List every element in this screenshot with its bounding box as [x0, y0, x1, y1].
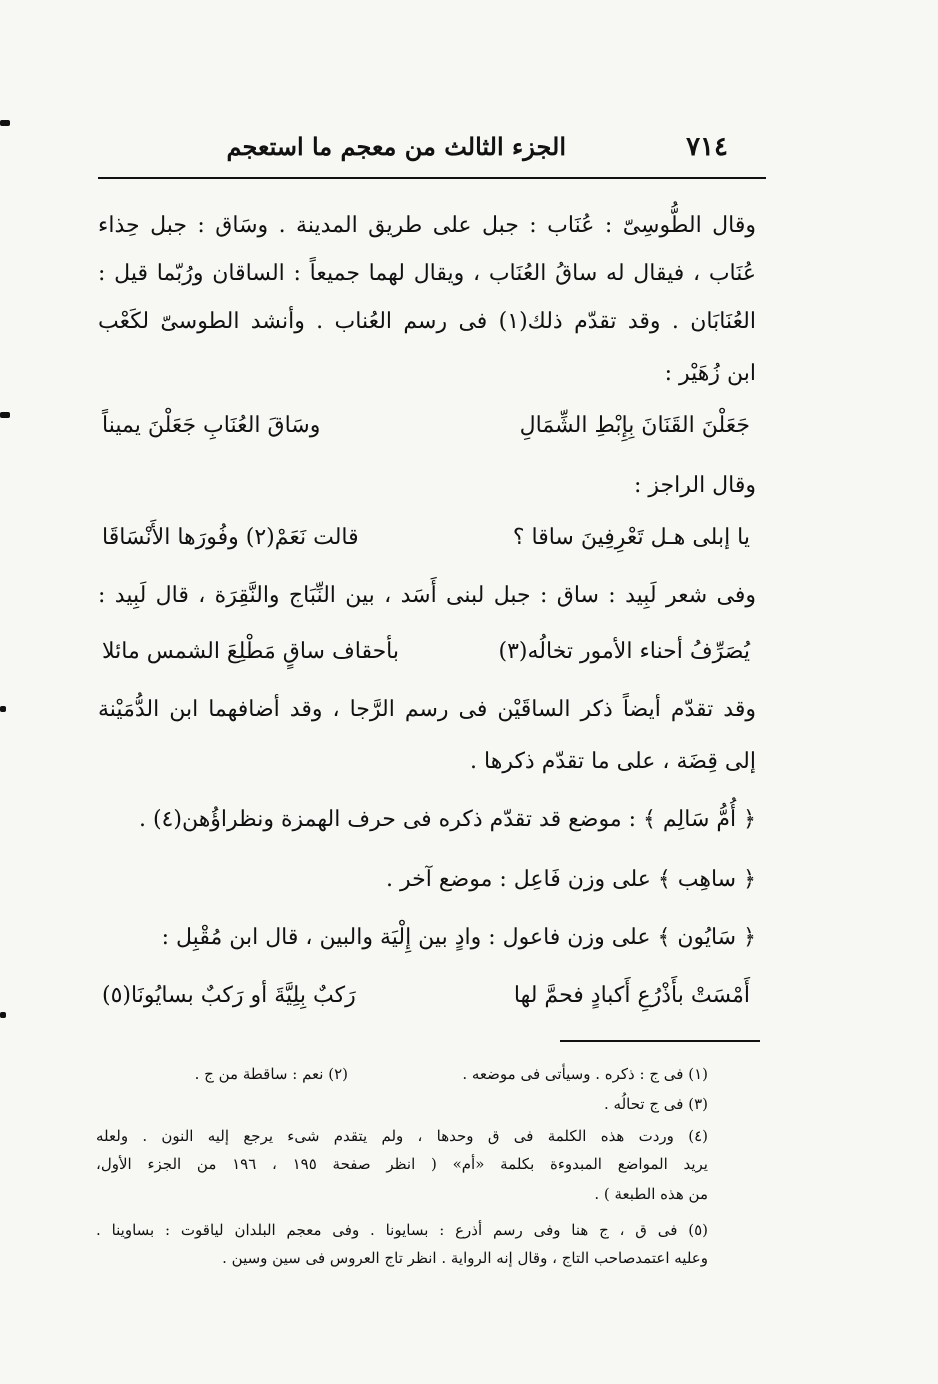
- verse: [98, 632, 756, 672]
- footnote-rule: [560, 1040, 760, 1042]
- footnote-4-line: يريد المواضع المبدوءة بكلمة «أم» ( انظر صفحة ١٩٥ ، ١٩٦ من الجزء الأول،: [96, 1155, 708, 1173]
- page-number: ٧١٤: [686, 132, 728, 162]
- verse-hemistich-second: وسَاقَ العُنَابِ جَعَلْنَ يميناً: [102, 413, 321, 438]
- footnote-5-line: وعليه اعتمدصاحب التاج ، وقال إنه الرواية . انظر تاج العروس فى سين وسين .: [222, 1249, 708, 1267]
- text-line: وقد تقدّم أيضاً ذكر الساقَيْن فى رسم الرَّجا ، وقد أضافهما ابن الدُّمَيْنة: [98, 697, 756, 722]
- text-line: ابن زُهَيْر :: [664, 361, 756, 386]
- entry-sahib: ﴿ ساهِب ﴾ على وزن فَاعِل : موضع آخر .: [385, 867, 756, 892]
- text-line: وقال الطُّوسِىّ : عُنَاب : جبل على طريق المدينة . وسَاق : جبل حِذاء: [98, 213, 756, 238]
- page-header: [98, 128, 766, 174]
- entry-sayun: ﴿ سَايُون ﴾ على وزن فاعول : وادٍ بين إِلْيَة والبين ، قال ابن مُقْبِل :: [161, 925, 756, 950]
- footnote-4-line: (٤) وردت هذه الكلمة فى ق وحدها ، ولم يتقدم شىء يرجع إليه النون . ولعله: [96, 1127, 708, 1145]
- margin-mark: [0, 706, 6, 712]
- footnote-2: (٢) نعم : ساقطة من ج .: [194, 1065, 348, 1083]
- margin-mark: [0, 412, 10, 418]
- text-line: العُنَابَان . وقد تقدّم ذلك(١) فى رسم العُناب . وأنشد الطوسىّ لكَعْب: [98, 309, 757, 334]
- margin-mark: [0, 120, 10, 126]
- verse-hemistich-first: جَعَلْنَ القَنَانَ بِإِبْطِ الشِّمَالِ: [519, 413, 750, 438]
- running-title: الجزء الثالث من معجم ما استعجم: [226, 132, 566, 161]
- footnote-row: [96, 1062, 708, 1086]
- text-line: وقال الراجز :: [633, 473, 756, 498]
- verse-hemistich-first: أَمْسَتْ بأَذْرُعِ أَكبادٍ فحمَّ لها: [513, 983, 750, 1008]
- verse-hemistich-first: يا إبلى هـل تَعْرِفِينَ ساقا ؟: [512, 525, 750, 550]
- entry-umm-salim: ﴿ أُمُّ سَالِم ﴾ : موضع قد تقدّم ذكره فى حرف الهمزة ونظراؤُهن(٤) .: [138, 807, 756, 832]
- footnote-4-line: من هذه الطبعة ) .: [594, 1185, 708, 1203]
- margin-mark: [0, 1012, 6, 1018]
- verse: [98, 976, 756, 1016]
- verse: [98, 406, 756, 446]
- footnote-1: (١) فى ج : ذكره . وسيأتى فى موضعه .: [462, 1065, 708, 1083]
- verse: [98, 518, 756, 558]
- verse-hemistich-second: بأحقاف ساقٍ مَطْلِعَ الشمس مائلا: [102, 639, 400, 664]
- text-line: إلى قِضَة ، على ما تقدّم ذكرها .: [470, 749, 756, 774]
- verse-hemistich-second: رَكبٌ بِلِيَّةَ أو رَكبٌ بسايُونَا(٥): [102, 983, 356, 1008]
- text-line: وفى شعر لَبِيد : ساق : جبل لبنى أَسَد ، بين النِّبَاج والنَّقِرَة ، قال لَبِيد :: [98, 583, 756, 608]
- text-line: عُنَاب ، فيقال له ساقُ العُنَاب ، ويقال لهما جميعاً : الساقان ورُبّما قيل :: [98, 261, 756, 286]
- footnote-3: (٣) فى ج تحالُه .: [603, 1095, 708, 1113]
- footnote-5-line: (٥) فى ق ، ج هنا وفى رسم أذرع : بسايونا . وفى معجم البلدان لياقوت : بساوينا .: [96, 1221, 708, 1239]
- header-rule: [98, 177, 766, 179]
- verse-hemistich-second: قالت نَعَمْ(٢) وفُورَها الأَنْسَاقَا: [102, 525, 359, 550]
- verse-hemistich-first: يُصَرِّفُ أحناء الأمور تخالُه(٣): [498, 639, 750, 664]
